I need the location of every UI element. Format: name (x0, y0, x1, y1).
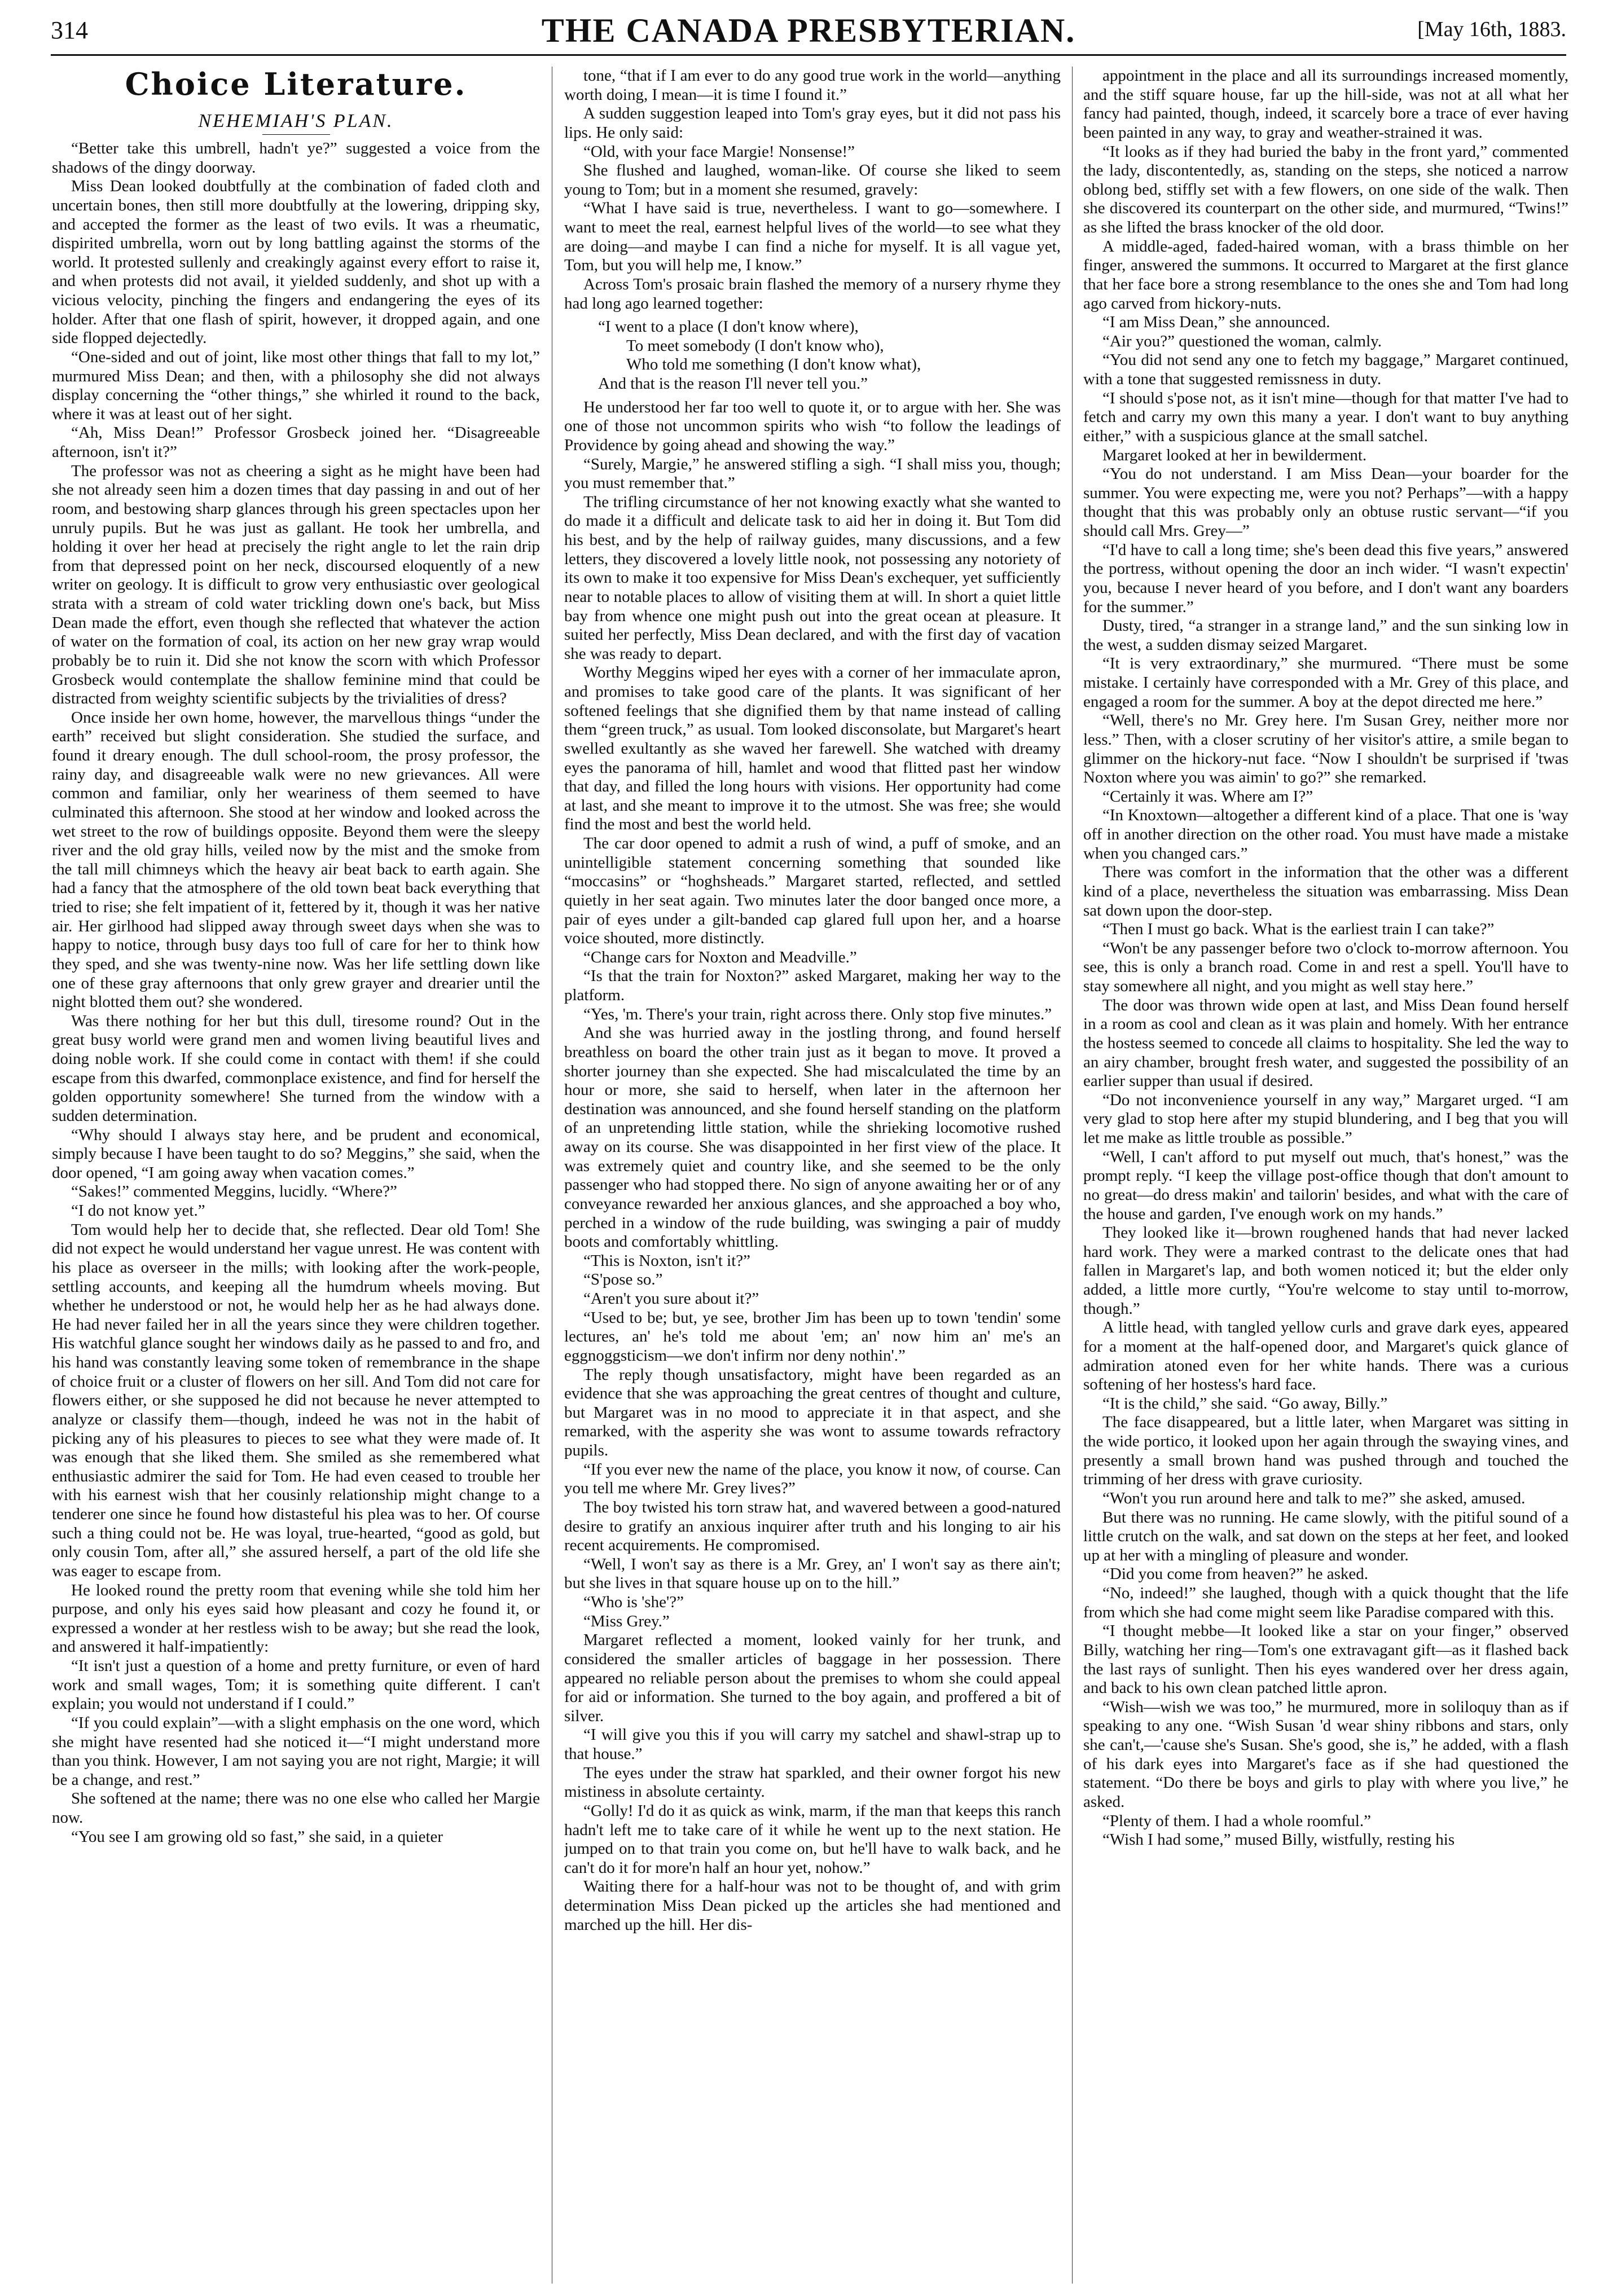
masthead (51, 11, 1566, 51)
paragraph: “Old, with your face Margie! Nonsense!” (583, 142, 855, 161)
paragraph: “You see I am growing old so fast,” she said, in a quieter (71, 1827, 443, 1846)
paragraph: “I'd have to call a long time; she's been dead this five years,” answered the portress, without opening the door an inch wider. “I wasn't expectin' you, because I never heard of you before, and I don't want any boarders for the summer.” (1083, 540, 1568, 616)
paragraph: They looked like it—brown roughened hands that had never lacked hard work. They were a marked contrast to the delicate ones that had fallen in Margaret's lap, and both women noticed it; but the elder only added, a little more curtly, “You're welcome to stay until to-morrow, though.” (1083, 1224, 1568, 1318)
page-number: 314 (51, 16, 88, 44)
paragraph: There was comfort in the information that the other was a different kind of a place, nevertheless the situation was embarrassing. Miss Dean sat down upon the door-step. (1083, 863, 1568, 920)
paragraph: “If you ever new the name of the place, you know it now, of course. Can you tell me where Mr. Grey lives?” (564, 1460, 1061, 1498)
paragraph: “Well, there's no Mr. Grey here. I'm Susan Grey, neither more nor less.” Then, with a closer scrutiny of her visitor's attire, a smile began to glimmer on the hickory-nut face. “Now I shouldn't be surprised if 'twas Noxton where you was aimin' to go?” she remarked. (1083, 711, 1568, 787)
paragraph: Margaret reflected a moment, looked vainly for her trunk, and considered the smaller articles of baggage in her possession. There appeared no reliable person about the premises to whom she could appeal for aid or information. She turned to the boy again, and proffered a bit of silver. (564, 1631, 1061, 1725)
paragraph: “Do not inconvenience yourself in any way,” Margaret urged. “I am very glad to stop here after my stupid blundering, and I beg that you will let me make as little trouble as possible.” (1083, 1090, 1568, 1147)
paragraph: “You do not understand. I am Miss Dean—your boarder for the summer. You were expecting me, were you not? Perhaps”—with a happy thought that this was probably only an obtuse rustic servant—“if you should call Mrs. Grey—” (1083, 465, 1568, 540)
paragraph: The eyes under the straw hat sparkled, and their owner forgot his new mistiness in absolute certainty. (564, 1763, 1061, 1801)
column-3-body (1083, 67, 1568, 1850)
paragraph: He understood her far too well to quote it, or to argue with her. She was one of those not uncommon spirits who wish “to follow the leadings of Providence by going ahead and showing the way.” (564, 398, 1061, 454)
paragraph: “Golly! I'd do it as quick as wink, marm, if the man that keeps this ranch hadn't left me to take care of it while he went up to the next station. He jumped on to that train you come on, but he'll have to walk back, and he can't do it for more'n half an hour yet, nohow.” (564, 1801, 1061, 1877)
paragraph: “Surely, Margie,” he answered stifling a sigh. “I shall miss you, though; you must remember that.” (564, 455, 1061, 492)
paragraph: “Did you come from heaven?” he asked. (1102, 1565, 1369, 1584)
paragraph: “Well, I won't say as there is a Mr. Grey, an' I won't say as there ain't; but she lives in that square house up on to the hill.” (564, 1555, 1061, 1593)
column-1 (52, 67, 540, 2284)
paragraph: Tom would help her to decide that, she reflected. Dear old Tom! She did not expect he would understand her vague unrest. He was content with his place as overseer in the mills; with looking after the work-people, settling accounts, and keeping all the humdrum wheels moving. But whether he understood or not, he would help her as he had always done. He had never failed her in all the years since they were children together. His watchful glance sought her windows daily as he passed to and fro, and his hand was constantly leaving some token of remembrance in the shape of choice fruit or a cluster of flowers on her sill. And Tom did not care for flowers either, or she supposed he did not because he never attempted to analyze or classify them—though, indeed he was not in the habit of picking any of his pleasures to pieces to see what they were made of. It was enough that she liked them. She smiled as she remembered what enthusiastic admirer the said for Tom. He had even ceased to trouble her with his earnest wish that her cousinly relationship might change to a tenderer one since he found how distasteful his plea was to her. Of course such a thing could not be. He was loyal, true-hearted, “good as gold, but only cousin Tom, after all,” she assured herself, a part of the old life she was eager to escape from. (52, 1220, 540, 1580)
paragraph: She softened at the name; there was no one else who called her Margie now. (52, 1789, 540, 1827)
verse-line: To meet somebody (I don't know who), (626, 336, 884, 355)
paragraph: “Plenty of them. I had a whole roomful.” (1102, 1811, 1371, 1830)
paragraph: “Miss Grey.” (583, 1612, 670, 1630)
title-rule (262, 134, 330, 135)
paragraph: “This is Noxton, isn't it?” (583, 1251, 751, 1270)
paragraph: “Used to be; but, ye see, brother Jim has been up to town 'tendin' some lectures, an' he's told me about 'em; an' now him an' me's an eggnoggsticism—we don't infirm nor deny nothin'.” (564, 1308, 1061, 1365)
paragraph: “S'pose so.” (583, 1270, 663, 1289)
paragraph: “Sakes!” commented Meggins, lucidly. “Where?” (71, 1182, 397, 1201)
paragraph: “Well, I can't afford to put myself out much, that's honest,” was the prompt reply. “I keep the village post-office though that don't amount to no great—do dress makin' and tailorin' besides, and what with the care of the house and garden, I've enough work on my hands.” (1083, 1147, 1568, 1223)
paragraph: But there was no running. He came slowly, with the pitiful sound of a little crutch on the walk, and sat down on the steps at her feet, and looked up at her with a mingling of pleasure and wonder. (1083, 1508, 1568, 1564)
paragraph: “Certainly it was. Where am I?” (1102, 787, 1313, 806)
paragraph: tone, “that if I am ever to do any good true work in the world—anything worth doing, I mean—it is time I found it.” (564, 67, 1061, 104)
paragraph: appointment in the place and all its surroundings increased momently, and the stiff square house, far up the hill-side, was not at all what her fancy had painted, though, indeed, it scarcely bore a trace of ever having been painted in any way, to gray and weather-strained it was. (1083, 67, 1568, 142)
paragraph: “Why should I always stay here, and be prudent and economical, simply because I have been taught to do so? Meggins,” she said, when the door opened, “I am going away when vacation comes.” (52, 1125, 540, 1182)
story-title: NEHEMIAH'S PLAN. (198, 110, 394, 131)
paragraph: And she was hurried away in the jostling throng, and found herself breathless on board the other train just as it began to move. It proved a shorter journey than she expected. She had miscalculated the time by an hour or more, she said to herself, when later in the afternoon her destination was announced, and she found herself standing on the platform of an unpretending little station, while the shrieking locomotive rushed away on its course. She was disappointed in her first view of the place. It was extremely quiet and country like, and she seemed to be the only passenger who had stopped there. No sign of anyone awaiting her or of any conveyance rewarded her anxious glances, and she approached a boy who, perched in a window of the rude building, was swinging a pair of muddy boots and comfortably whittling. (564, 1024, 1061, 1251)
paragraph: “Aren't you sure about it?” (583, 1290, 759, 1308)
paragraph: A middle-aged, faded-haired woman, with a brass thimble on her finger, answered the summons. It occurred to Margaret at the first glance that her face bore a strong resemblance to the ones she and Tom had long ago carved from hickory-nuts. (1083, 237, 1568, 313)
paragraph: “Air you?” questioned the woman, calmly. (1102, 332, 1382, 350)
paragraph: “You did not send any one to fetch my baggage,” Margaret continued, with a tone that suggested remissness in duty. (1083, 351, 1568, 388)
paragraph: The reply though unsatisfactory, might have been regarded as an evidence that she was approaching the great centres of thought and culture, but Margaret was in no mood to appreciate it in that aspect, and she remarked, with the asperity she was wont to assume towards refractory pupils. (564, 1365, 1061, 1459)
paragraph: “Then I must go back. What is the earliest train I can take?” (1102, 920, 1495, 939)
paragraph: “Who is 'she'?” (583, 1593, 684, 1611)
column-1-body (52, 139, 540, 1846)
paragraph: “Yes, 'm. There's your train, right across there. Only stop five minutes.” (583, 1005, 1052, 1023)
verse-line: “I went to a place (I don't know where), (598, 318, 859, 336)
paragraph: Was there nothing for her but this dull, tiresome round? Out in the great busy world were grand men and women living beautiful lives and doing noble work. If she could come in contact with them! if she could escape from this dwarfed, commonplace existence, and find for herself the golden opportunity somewhere! She turned from the window with a sudden determination. (52, 1011, 540, 1125)
paragraph: “I am Miss Dean,” she announced. (1102, 313, 1330, 332)
column-2-body (564, 67, 1061, 313)
paragraph: “One-sided and out of joint, like most other things that fall to my lot,” murmured Miss Dean; and then, with a philosophy she did not always display concerning the “other things,” she whirled it round to the back, where it was at least out of her sight. (52, 348, 540, 423)
paragraph: The face disappeared, but a little later, when Margaret was sitting in the wide portico, it looked upon her again through the swaying vines, and presently a small brown hand was pushed through and touched the trimming of her dress with grave curiosity. (1083, 1413, 1568, 1489)
paragraph: “It isn't just a question of a home and pretty furniture, or even of hard work and small wages, Tom; it is something quite different. I can't explain; you would not understand if I could.” (52, 1657, 540, 1713)
paragraph: A sudden suggestion leaped into Tom's gray eyes, but it did not pass his lips. He only said: (564, 104, 1061, 142)
paragraph: “In Knoxtown—altogether a different kind of a place. That one is 'way off in another direction on the other road. You must have made a mistake when you changed cars.” (1083, 806, 1568, 863)
column-2 (564, 67, 1061, 2284)
paragraph: A little head, with tangled yellow curls and grave dark eyes, appeared for a moment at the half-opened door, and Margaret's quick glance of admiration atoned even for her white hands. There was a curious softening of her hostess's hard face. (1083, 1318, 1568, 1394)
verse-line: Who told me something (I don't know what), (626, 355, 921, 374)
paragraph: Across Tom's prosaic brain flashed the memory of a nursery rhyme they had long ago learned together: (564, 275, 1061, 313)
paragraph: Worthy Meggins wiped her eyes with a corner of her immaculate apron, and promises to take good care of the plants. It was significant of her softened feelings that she dignified them by that name instead of calling them “green truck,” as usual. Tom looked disconsolate, but Margaret's heart swelled exultantly as she waved her farewell. She watched with dreamy eyes the panorama of hill, hamlet and wood that flitted past her window that day, and filled the long hours with visions. Her opportunity had come at last, and she meant to improve it to the utmost. She was free; she would find the most and best the world held. (564, 663, 1061, 834)
paragraph: “Change cars for Noxton and Meadville.” (583, 948, 857, 966)
paragraph: “Is that the train for Noxton?” asked Margaret, making her way to the platform. (564, 967, 1061, 1004)
paragraph: “No, indeed!” she laughed, though with a quick thought that the life from which she had come might seem like Paradise compared with this. (1083, 1584, 1568, 1621)
paragraph: “I should s'pose not, as it isn't mine—though for that matter I've had to fetch and carry my own this many a year. I don't want to buy anything either,” with a suspicious glance at the small satchel. (1083, 389, 1568, 445)
paragraph: “It is the child,” she said. “Go away, Billy.” (1102, 1394, 1388, 1413)
paragraph: He looked round the pretty room that evening while she told him her purpose, and only his eyes said how pleasant and cozy he found it, or expressed a wonder at her restless wish to be away; but she read the look, and answered it half-impatiently: (52, 1581, 540, 1656)
paragraph: “What I have said is true, nevertheless. I want to go—somewhere. I want to meet the real, earnest helpful lives of the world—to see what they are doing—and maybe I can find a niche for myself. It is all vague yet, Tom, but you will help me, I know.” (564, 199, 1061, 275)
paragraph: Dusty, tired, “a stranger in a strange land,” and the sun sinking low in the west, a sudden dismay seized Margaret. (1083, 617, 1568, 654)
paragraph: “It is very extraordinary,” she murmured. “There must be some mistake. I certainly have corresponded with a Mr. Grey of this place, and engaged a room for the summer. A boy at the depot directed me here.” (1083, 654, 1568, 711)
paragraph: The trifling circumstance of her not knowing exactly what she wanted to do made it a difficult and delicate task to aid her in doing it. But Tom did his best, and by the help of railway guides, many discussions, and a few letters, they discovered a lovely little nook, not possessing any notoriety of its own to make it too expensive for Miss Dean's exchequer, yet sufficiently near to notable places to allow of visiting them at will. In short a quiet little bay from whence one might push out into the great ocean at pleasure. It suited her perfectly, Miss Dean declared, and with the first day of vacation she was ready to depart. (564, 492, 1061, 663)
paragraph: “I do not know yet.” (71, 1202, 205, 1220)
nursery-rhyme (598, 318, 1061, 394)
paragraph: Waiting there for a half-hour was not to be thought of, and with grim determination Miss Dean picked up the articles she had mentioned and marched up the hill. Her dis- (564, 1877, 1061, 1934)
paragraph: “It looks as if they had buried the baby in the front yard,” commented the lady, discontentedly, as, standing on the steps, she noticed a narrow oblong bed, stiffly set with a few flowers, on one side of the walk. Then she discovered its counterpart on the other side, and murmured, “Twins!” as she lifted the brass knocker of the old door. (1083, 142, 1568, 236)
paragraph: “I will give you this if you will carry my satchel and shawl-strap up to that house.” (564, 1726, 1061, 1763)
paragraph: The car door opened to admit a rush of wind, a puff of smoke, and an unintelligible statement concerning something that sounded like “moccasins” or “hoghsheads.” Margaret started, reflected, and settled quietly in her seat again. Two minutes later the door banged once more, a pair of eyes under a gilt-banded cap glared full upon her, and a hoarse voice shouted, more distinctly. (564, 834, 1061, 948)
verse-line: And that is the reason I'll never tell you.” (598, 375, 868, 393)
paragraph: Miss Dean looked doubtfully at the combination of faded cloth and uncertain bones, then still more doubtfully at the lowering, dripping sky, and accepted the former as the least of two evils. It was a rheumatic, dispirited umbrella, worn out by long battling against the storms of the world. It protested sullenly and creakingly against every effort to raise it, and when protests did not avail, it yielded suddenly, and shot up with a vicious velocity, pinching the fingers and endangering the eyes of its holder. After that one flash of spirit, however, it dropped again, and one side flopped dejectedly. (52, 177, 540, 348)
paragraph: “Better take this umbrell, hadn't ye?” suggested a voice from the shadows of the dingy doorway. (52, 139, 540, 177)
issue-date: [May 16th, 1883. (1417, 17, 1566, 41)
paragraph: “Wish I had some,” mused Billy, wistfully, resting his (1102, 1831, 1455, 1849)
paragraph: “Ah, Miss Dean!” Professor Grosbeck joined her. “Disagreeable afternoon, isn't it?” (52, 424, 540, 461)
paragraph: The professor was not as cheering a sight as he might have been had she not already seen him a dozen times that day passing in and out of her room, and bestowing sharp glances through his green spectacles upon her unruly pupils. But he was just as gallant. He took her umbrella, and holding it over her head at precisely the right angle to let the rain drip from that depressed point on her neck, discoursed eloquently of a new writer on geology. It is difficult to grow very enthusiastic over geological strata with a stream of cold water trickling down one's back, but Miss Dean made the effort, even though she reflected that whatever the action of water on the formation of coal, its action on her new gray wrap would probably be to ruin it. Did she not know the scorn with which Professor Grosbeck would contemplate the shallow feminine mind that could be distracted from weighty scientific subjects by the trivialities of dress? (52, 461, 540, 708)
paragraph: “If you could explain”—with a slight emphasis on the one word, which she might have resented had she noticed it—“I might understand more than you think. However, I am not saying you are not right, Margie; it will be a change, and rest.” (52, 1713, 540, 1789)
paragraph: “Won't be any passenger before two o'clock to-morrow afternoon. You see, this is only a branch road. Come in and rest a spell. You'll have to stay somewhere all night, and you might as well stay here.” (1083, 939, 1568, 995)
paragraph: “I thought mebbe—It looked like a star on your finger,” observed Billy, watching her ring—Tom's one extravagant gift—as it flashed back the last rays of sunlight. Then his eyes wandered over her dress again, and back to his own clean patched little apron. (1083, 1622, 1568, 1697)
paragraph: Margaret looked at her in bewilderment. (1102, 446, 1367, 464)
column-2-body-continued (564, 398, 1061, 1935)
paragraph: The door was thrown wide open at last, and Miss Dean found herself in a room as cool and clean as it was plain and homely. With her entrance the hostess seemed to concede all claims to hospitality. She led the way to an airy chamber, brought fresh water, and suggested the possibility of an earlier supper than usual if desired. (1083, 996, 1568, 1090)
column-divider (1072, 67, 1073, 2284)
column-3 (1083, 67, 1568, 2284)
publication-title: THE CANADA PRESBYTERIAN. (541, 12, 1076, 49)
paragraph: “Wish—wish we was too,” he murmured, more in soliloquy than as if speaking to any one. “Wish Susan 'd wear shiny ribbons and stars, only she can't,—'cause she's Susan. She's good, she is,” he added, with a flash of his dark eyes into Margaret's face as if she had questioned the statement. “Do there be boys and girls to play with where you live,” he asked. (1083, 1697, 1568, 1811)
paragraph: The boy twisted his torn straw hat, and wavered between a good-natured desire to gratify an anxious inquirer after truth and his longing to air his recent acquirements. He compromised. (564, 1498, 1061, 1555)
paragraph: “Won't you run around here and talk to me?” she asked, amused. (1102, 1489, 1526, 1507)
paragraph: Once inside her own home, however, the marvellous things “under the earth” received but slight consideration. She studied the surface, and found it dreary enough. The dull school-room, the prosy professor, the rainy day, and disagreeable walk were no new grievances. All were common and familiar, only her weariness of them seemed to have culminated this afternoon. She stood at her window and looked across the wet street to the row of buildings opposite. Beyond them were the sleepy river and the old gray hills, veiled now by the mist and the smoke from the tall mill chimneys which the heavy air beat back to earth again. She had a fancy that the atmosphere of the old town beat back everything that tried to rise; she felt impatient of it, fettered by it, though it was her native air. Her girlhood had slipped away through sweet days when she was to happy to notice, through busy days too full of care for her to think how they sped, and she was twenty-nine now. Was her life settling down like one of these gray afternoons that only grew grayer and drearier until the night blotted them out? she wondered. (52, 708, 540, 1011)
paragraph: She flushed and laughed, woman-like. Of course she liked to seem young to Tom; but in a moment she resumed, gravely: (564, 161, 1061, 199)
header-rule (51, 54, 1566, 56)
section-heading: Choice Literature. (125, 67, 467, 102)
